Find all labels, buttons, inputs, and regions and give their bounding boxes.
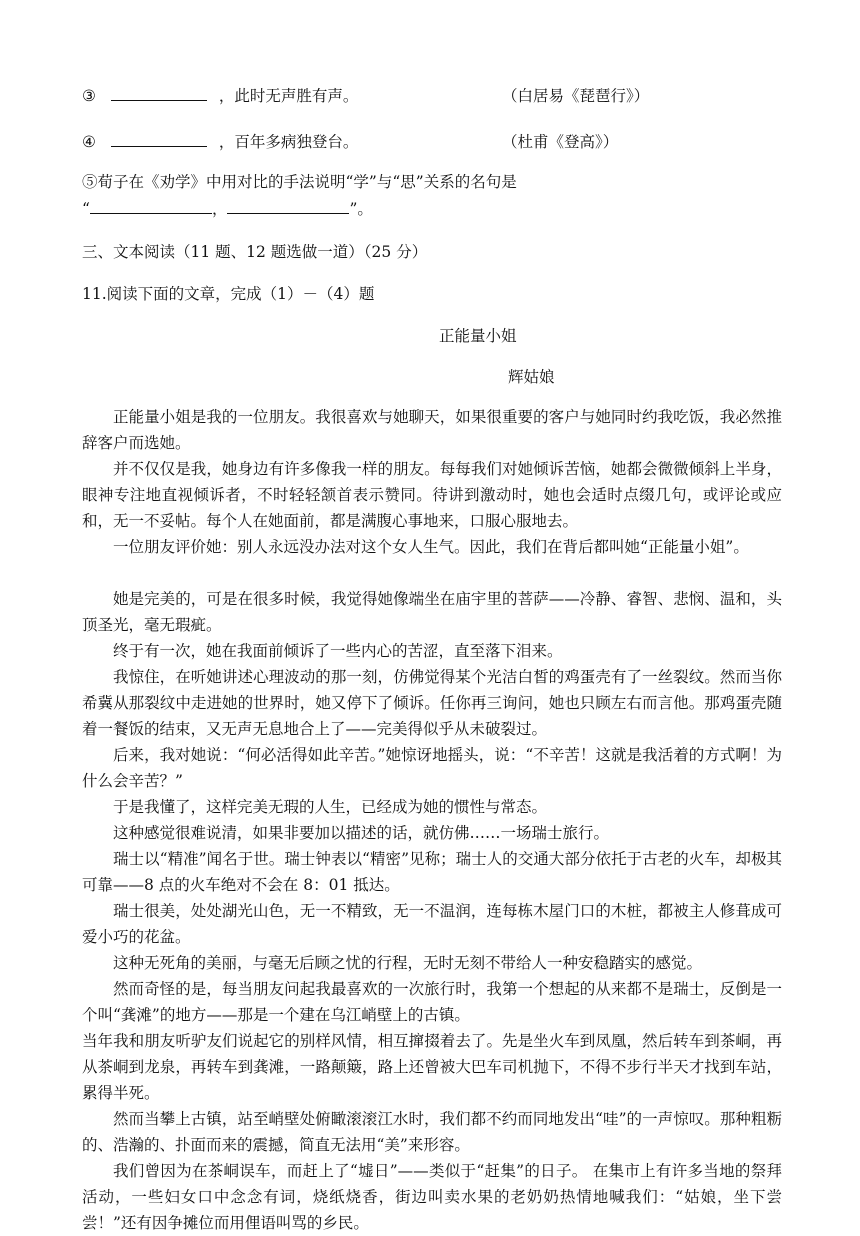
q3-text: ，此时无声胜有声。 [218, 87, 359, 105]
fill-blank-q5-line2 [82, 197, 373, 219]
article-paragraph: 我惊住，在听她讲述心理波动的那一刻，仿佛觉得某个光洁白皙的鸡蛋壳有了一丝裂纹。然而当你希冀从那裂纹中走进她的世界时，她又停下了倾诉。任你再三询问，她也只顾左右而言他。那鸡蛋壳随着一餐饭的结束，又无声无息地合上了——完美得似乎从未破裂过。 [82, 668, 782, 738]
q5-open-quote: “ [82, 200, 90, 218]
article-author: 辉姑娘 [508, 368, 555, 386]
fill-blank-q5-line1: ⑤荀子在《劝学》中用对比的手法说明“学”与“思”关系的名句是 [82, 173, 517, 191]
q5-comma: ， [211, 200, 228, 218]
q4-number: ④ [82, 133, 96, 151]
article-paragraph: 正能量小姐是我的一位朋友。我很喜欢与她聊天，如果很重要的客户与她同时约我吃饭，我必然推辞客户而选她。 [82, 408, 782, 452]
article-paragraph: 终于有一次，她在我面前倾诉了一些内心的苦涩，直至落下泪来。 [113, 642, 563, 660]
article-paragraph: 当年我和朋友听驴友们说起它的别样风情，相互撺掇着去了。先是坐火车到凤凰，然后转车到茶峒，再从茶峒到龙泉，再转车到龚滩，一路颠簸，路上还曾被大巴车司机抛下，不得不步行半天才找到车站，累得半死。 [82, 1032, 782, 1102]
article-paragraph: 并不仅仅是我，她身边有许多像我一样的朋友。每每我们对她倾诉苦恼，她都会微微倾斜上半身，眼神专注地直视倾诉者，不时轻轻颔首表示赞同。待讲到激动时，她也会适时点缀几句，或评论或应和，无一不妥帖。每个人在她面前，都是满腹心事地来，口服心服地去。 [82, 460, 782, 530]
q4-source: （杜甫《登高》） [502, 133, 619, 151]
fill-blank-q3 [82, 84, 358, 106]
section3-heading: 三、文本阅读（11 题、12 题选做一道）（25 分） [82, 243, 428, 261]
article-paragraph: 然而当攀上古镇，站至峭壁处俯瞰滚滚江水时，我们都不约而同地发出“哇”的一声惊叹。那种粗粝的、浩瀚的、扑面而来的震撼，简直无法用“美”来形容。 [82, 1110, 782, 1154]
article-paragraph: 这种感觉很难说清，如果非要加以描述的话，就仿佛……一场瑞士旅行。 [113, 824, 610, 842]
fill-blank-q4 [82, 130, 358, 152]
q11-prompt: 11.阅读下面的文章，完成（1）－（4）题 [82, 285, 375, 303]
q3-number: ③ [82, 87, 96, 105]
article-title: 正能量小姐 [439, 327, 517, 345]
article-paragraph: 一位朋友评价她：别人永远没办法对这个女人生气。因此，我们在背后都叫她“正能量小姐”。 [113, 538, 749, 556]
article-paragraph: 我们曾因为在茶峒误车，而赶上了“墟日”——类似于“赶集”的日子。 在集市上有许多当地的祭拜活动，一些妇女口中念念有词，烧纸烧香，街边叫卖水果的老奶奶热情地喊我们：“姑娘，坐下尝尝！”还有因争摊位而用俚语叫骂的乡民。 [82, 1162, 782, 1232]
q3-source: （白居易《琵琶行》） [502, 87, 650, 105]
article-paragraph: 她是完美的，可是在很多时候，我觉得她像端坐在庙宇里的菩萨——冷静、睿智、悲悯、温和，头顶圣光，毫无瑕疵。 [82, 590, 782, 634]
article-paragraph: 然而奇怪的是，每当朋友问起我最喜欢的一次旅行时，我第一个想起的从来都不是瑞士，反倒是一个叫“龚滩”的地方——那是一个建在乌江峭壁上的古镇。 [82, 980, 782, 1024]
article-paragraph: 于是我懂了，这样完美无瑕的人生，已经成为她的惯性与常态。 [113, 798, 548, 816]
q5-close-quote: ”。 [349, 200, 373, 218]
article-paragraph: 这种无死角的美丽，与毫无后顾之忧的行程，无时无刻不带给人一种安稳踏实的感觉。 [113, 954, 703, 972]
article-paragraph: 瑞士以“精准”闻名于世。瑞士钟表以“精密”见称；瑞士人的交通大部分依托于古老的火车，却极其可靠——8 点的火车绝对不会在 8：01 抵达。 [82, 850, 782, 894]
q3-answer-blank[interactable] [111, 100, 207, 101]
article-paragraph: 后来，我对她说：“何必活得如此辛苦。”她惊讶地摇头，说：“不辛苦！这就是我活着的方式啊！为什么会辛苦？” [82, 746, 782, 790]
article-paragraph: 瑞士很美，处处湖光山色，无一不精致，无一不温润，连每栋木屋门口的木桩，都被主人修葺成可爱小巧的花盆。 [82, 902, 782, 946]
q4-text: ，百年多病独登台。 [218, 133, 359, 151]
q5-answer-blank-1[interactable] [90, 213, 212, 214]
q4-answer-blank[interactable] [111, 146, 207, 147]
q5-answer-blank-2[interactable] [227, 213, 349, 214]
